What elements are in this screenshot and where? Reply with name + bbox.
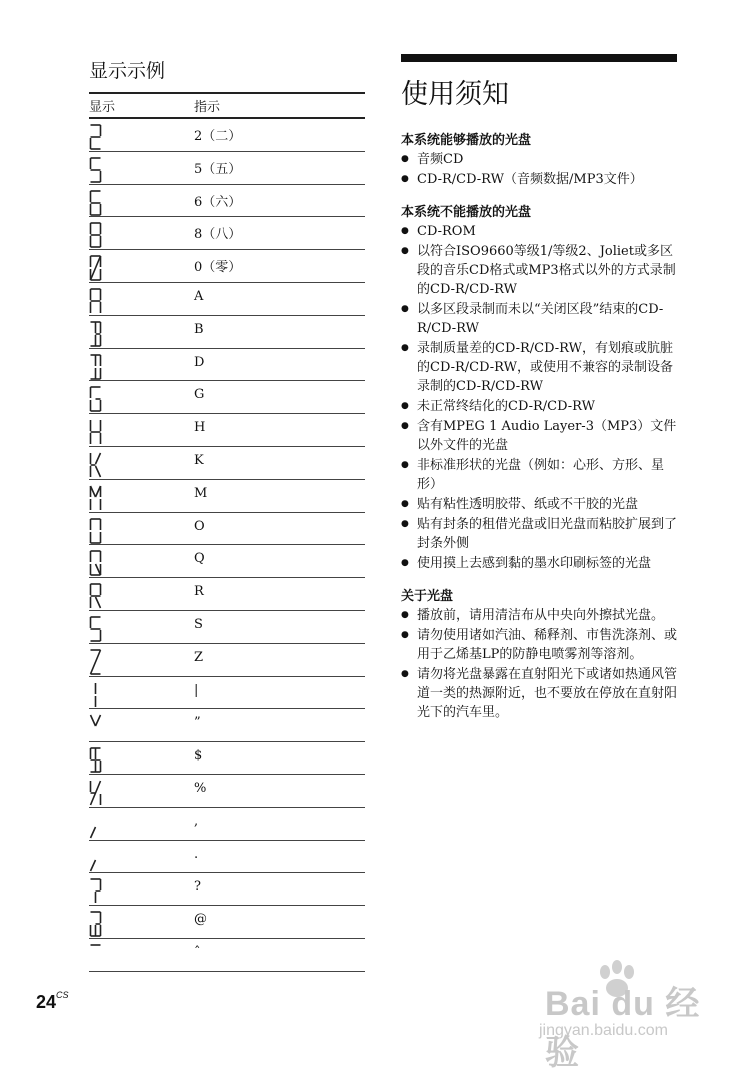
list-item: ● 含有MPEG 1 Audio Layer-3（MP3）文件以外文件的光盘 bbox=[401, 417, 677, 455]
lcd-glyph-icon bbox=[89, 321, 102, 347]
list-item: ● 贴有粘性透明胶带、纸或不干胶的光盘 bbox=[401, 495, 677, 514]
lcd-glyph-icon bbox=[89, 550, 102, 576]
display-glyph bbox=[89, 513, 194, 544]
display-glyph bbox=[89, 578, 194, 609]
header-indicates: 指示 bbox=[194, 100, 221, 115]
list-item: ● 请勿将光盘暴露在直射阳光下或诸如热通风管道一类的热源附近，也不要放在停放在直射阳光下的汽车里。 bbox=[401, 665, 677, 722]
list-item: ● 播放前，请用清洁布从中央向外擦拭光盘。 bbox=[401, 606, 677, 625]
list-item: ● 请勿使用诸如汽油、稀释剂、市售洗涤剂、或用于乙烯基LP的防静电喷雾剂等溶剂。 bbox=[401, 626, 677, 664]
list-item: ● 音频CD bbox=[401, 150, 677, 169]
indicates-text: A bbox=[194, 288, 204, 304]
table-header bbox=[89, 94, 365, 119]
table-row bbox=[89, 316, 365, 349]
indicates-text: K bbox=[194, 452, 204, 468]
baidu-watermark bbox=[535, 960, 735, 1072]
lcd-glyph-icon bbox=[89, 190, 102, 216]
display-glyph bbox=[89, 644, 194, 675]
watermark-brand: Bai du 经验 bbox=[545, 985, 701, 1072]
list-item: ● 贴有封条的租借光盘或旧光盘而粘胶扩展到了封条外侧 bbox=[401, 515, 677, 553]
display-glyph bbox=[89, 906, 194, 937]
display-glyph bbox=[89, 841, 194, 872]
display-glyph bbox=[89, 283, 194, 314]
indicates-text: 2（二） bbox=[194, 129, 242, 144]
table-row bbox=[89, 185, 365, 218]
display-glyph bbox=[89, 709, 194, 740]
indicates-text: $ bbox=[194, 748, 203, 764]
list-item: ● CD-R/CD-RW（音频数据/MP3文件） bbox=[401, 170, 677, 189]
display-glyph bbox=[89, 447, 194, 478]
lcd-glyph-icon bbox=[89, 747, 102, 773]
display-glyph bbox=[89, 545, 194, 576]
list-item: ● 以多区段录制而未以“关闭区段”结束的CD-R/CD-RW bbox=[401, 300, 677, 338]
indicates-text: | bbox=[194, 682, 199, 698]
section-heading: 本系统能够播放的光盘 bbox=[401, 133, 532, 148]
indicates-text: ˆ bbox=[194, 944, 201, 960]
table-row bbox=[89, 644, 365, 677]
display-glyph bbox=[89, 152, 194, 183]
indicates-text: Q bbox=[194, 551, 205, 567]
table-row bbox=[89, 677, 365, 710]
indicates-text: S bbox=[194, 616, 203, 632]
lcd-glyph-icon bbox=[89, 944, 102, 970]
display-glyph bbox=[89, 185, 194, 216]
table-row bbox=[89, 873, 365, 906]
display-glyph bbox=[89, 250, 194, 281]
table-row bbox=[89, 283, 365, 316]
lcd-glyph-icon bbox=[89, 222, 102, 248]
display-glyph bbox=[89, 119, 194, 150]
display-glyph bbox=[89, 414, 194, 445]
lcd-glyph-icon bbox=[89, 911, 102, 937]
table-row bbox=[89, 480, 365, 513]
table-row bbox=[89, 841, 365, 874]
indicates-text: 6（六） bbox=[194, 194, 242, 210]
list-item: ● 非标准形状的光盘（例如：心形、方形、星形） bbox=[401, 456, 677, 494]
lcd-glyph-icon bbox=[89, 157, 102, 183]
list-item: ● CD-ROM bbox=[401, 222, 677, 241]
indicates-text: 0（零） bbox=[194, 260, 242, 276]
table-row bbox=[89, 578, 365, 611]
table-row bbox=[89, 119, 365, 152]
display-glyph bbox=[89, 316, 194, 347]
indicates-text: R bbox=[194, 584, 204, 600]
list-item: ● 使用摸上去感到黏的墨水印刷标签的光盘 bbox=[401, 554, 677, 573]
display-glyph bbox=[89, 480, 194, 511]
indicates-text: % bbox=[194, 780, 207, 796]
lcd-glyph-icon bbox=[89, 518, 102, 544]
display-glyph bbox=[89, 808, 194, 839]
lcd-glyph-icon bbox=[89, 124, 102, 150]
display-glyph bbox=[89, 381, 194, 412]
usage-notes-sections bbox=[401, 129, 677, 722]
display-glyph bbox=[89, 775, 194, 806]
indicates-text: Z bbox=[194, 649, 204, 665]
table-row bbox=[89, 217, 365, 250]
lcd-glyph-icon bbox=[89, 288, 102, 314]
lcd-glyph-icon bbox=[89, 846, 102, 872]
bullet-list bbox=[401, 222, 677, 573]
section-top-bar bbox=[401, 54, 677, 62]
display-glyph bbox=[89, 349, 194, 380]
table-row bbox=[89, 250, 365, 283]
bullet-list bbox=[401, 150, 677, 189]
lcd-glyph-icon bbox=[89, 255, 102, 281]
table-body bbox=[89, 119, 365, 972]
lcd-glyph-icon bbox=[89, 616, 102, 642]
table-row bbox=[89, 906, 365, 939]
table-row bbox=[89, 939, 365, 972]
section-heading: 关于光盘 bbox=[401, 589, 454, 604]
lcd-glyph-icon bbox=[89, 813, 102, 839]
lcd-glyph-icon bbox=[89, 714, 102, 740]
lcd-glyph-icon bbox=[89, 354, 102, 380]
table-row bbox=[89, 447, 365, 480]
page-number: $24^{CS}$ bbox=[36, 990, 69, 1012]
table-row bbox=[89, 545, 365, 578]
display-glyph bbox=[89, 611, 194, 642]
usage-notes-column bbox=[401, 54, 677, 734]
table-row bbox=[89, 513, 365, 546]
list-item: ● 以符合ISO9660等级1/等级2、Joliet或多区段的音乐CD格式或MP3格式以外的方式录制的CD-R/CD-RW bbox=[401, 242, 677, 299]
indicates-text: 5（五） bbox=[194, 161, 242, 177]
section-heading: 本系统不能播放的光盘 bbox=[401, 205, 532, 220]
indicates-text: 8（八） bbox=[194, 227, 242, 243]
indicates-text: D bbox=[194, 354, 205, 370]
list-item: ● 录制质量差的CD-R/CD-RW，有划痕或肮脏的CD-R/CD-RW，或使用不兼容的录制设备录制的CD-R/CD-RW bbox=[401, 339, 677, 396]
indicates-text: O bbox=[194, 518, 205, 534]
lcd-glyph-icon bbox=[89, 419, 102, 445]
indicates-text: H bbox=[194, 420, 206, 436]
table-row bbox=[89, 808, 365, 841]
usage-notes-title: 使用须知 bbox=[401, 79, 509, 109]
lcd-glyph-icon bbox=[89, 485, 102, 511]
display-glyph bbox=[89, 742, 194, 773]
table-row bbox=[89, 152, 365, 185]
list-item: ● 未正常终结化的CD-R/CD-RW bbox=[401, 397, 677, 416]
display-glyph bbox=[89, 939, 194, 970]
table-row bbox=[89, 709, 365, 742]
table-row bbox=[89, 349, 365, 382]
watermark-site: jingyan.baidu.com bbox=[539, 1022, 668, 1039]
lcd-glyph-icon bbox=[89, 452, 102, 478]
lcd-glyph-icon bbox=[89, 649, 102, 675]
lcd-glyph-icon bbox=[89, 780, 102, 806]
indicates-text: . bbox=[194, 846, 199, 862]
table-row bbox=[89, 775, 365, 808]
lcd-glyph-icon bbox=[89, 878, 102, 904]
notes-section bbox=[401, 585, 677, 722]
display-glyph bbox=[89, 677, 194, 708]
header-display: 显示 bbox=[89, 100, 116, 115]
display-glyph bbox=[89, 217, 194, 248]
table-row bbox=[89, 414, 365, 447]
lcd-glyph-icon bbox=[89, 386, 102, 412]
display-glyph bbox=[89, 873, 194, 904]
indicates-text: , bbox=[194, 813, 199, 829]
display-examples-table bbox=[89, 92, 365, 972]
notes-section bbox=[401, 129, 677, 189]
lcd-glyph-icon bbox=[89, 583, 102, 609]
indicates-text: B bbox=[194, 321, 204, 337]
indicates-text: @ bbox=[194, 912, 207, 928]
table-row bbox=[89, 381, 365, 414]
table-row bbox=[89, 742, 365, 775]
lcd-glyph-icon bbox=[89, 682, 102, 708]
indicates-text: G bbox=[194, 387, 205, 403]
notes-section bbox=[401, 201, 677, 573]
bullet-list bbox=[401, 606, 677, 722]
indicates-text: M bbox=[194, 485, 208, 501]
indicates-text: ? bbox=[194, 879, 201, 895]
display-examples-title: 显示示例 bbox=[89, 60, 166, 82]
indicates-text: ” bbox=[194, 715, 201, 731]
table-row bbox=[89, 611, 365, 644]
